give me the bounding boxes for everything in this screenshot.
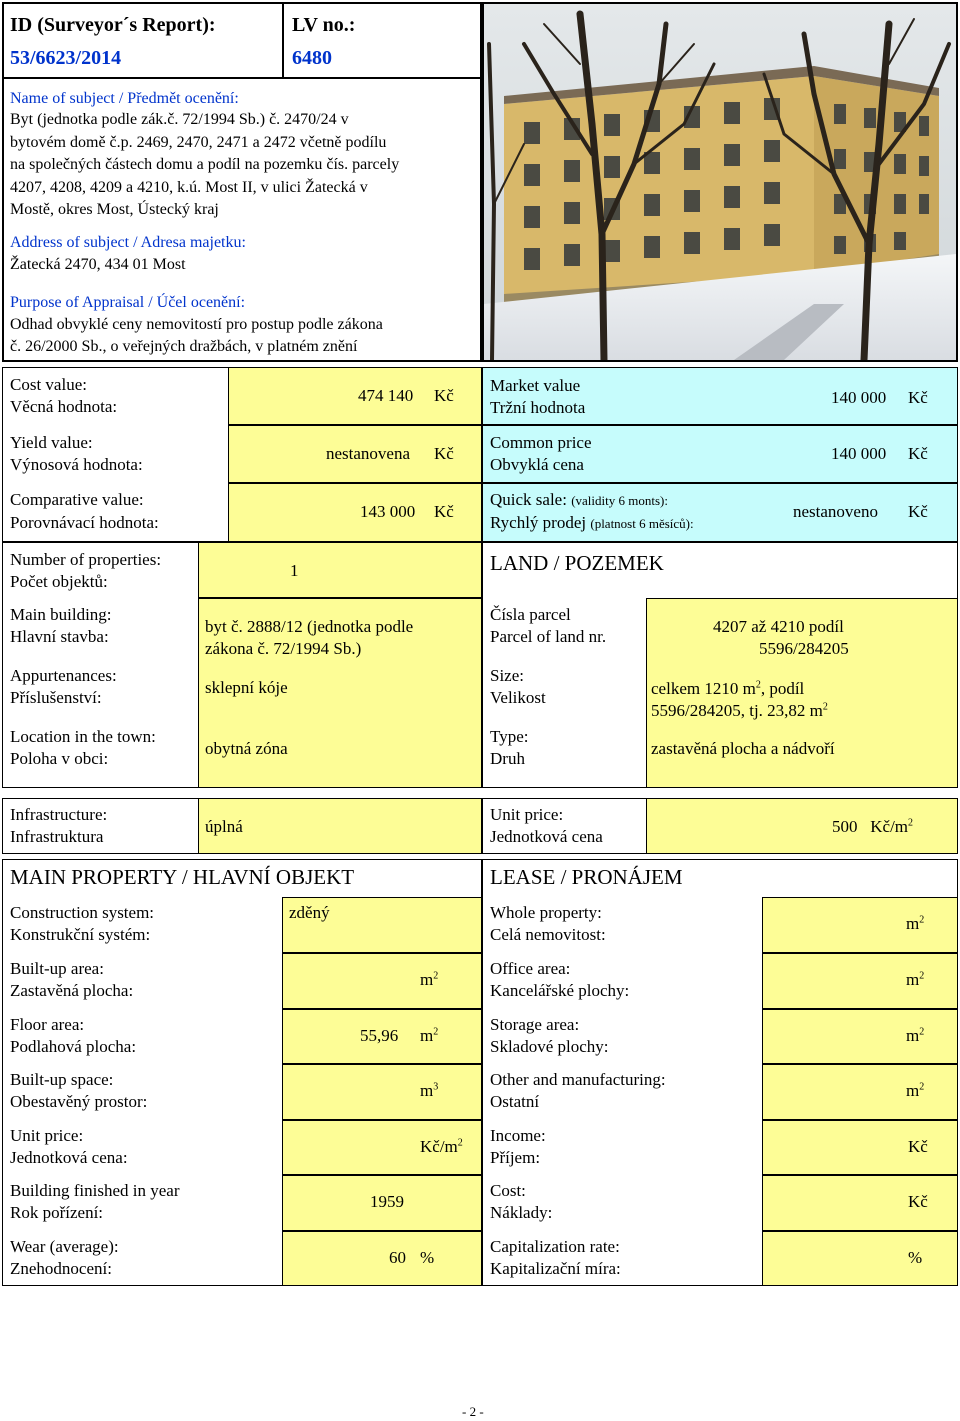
- quick-value: nestanoveno: [793, 502, 878, 521]
- floor-unit-text: m: [420, 1026, 434, 1045]
- comparative-value: 143 000: [360, 502, 416, 521]
- other-label-cz: Ostatní: [490, 1092, 540, 1111]
- office-label-en: Office area:: [490, 959, 571, 978]
- parcel-value-2: 5596/284205: [759, 639, 849, 658]
- quick-label-en-note: (validity 6 monts):: [571, 493, 668, 508]
- up-unit: [420, 1137, 463, 1157]
- yield-value: nestanovena: [326, 444, 411, 463]
- bus-label-en: Built-up space:: [10, 1070, 114, 1089]
- cap-unit: %: [908, 1248, 923, 1267]
- main-property-title: MAIN PROPERTY / HLAVNÍ OBJEKT: [10, 865, 355, 889]
- quick-label-en-text: Quick sale:: [490, 490, 567, 509]
- office-unit: [906, 970, 924, 990]
- count-label-cz: Počet objektů:: [10, 572, 108, 591]
- unit-price-number: 500: [832, 817, 858, 836]
- cap-label-en: Capitalization rate:: [490, 1237, 620, 1256]
- lease-cost-label-en: Cost:: [490, 1181, 526, 1200]
- count-cell: [198, 542, 482, 598]
- income-label-en: Income:: [490, 1126, 546, 1145]
- address-value: Žatecká 2470, 434 01 Most: [10, 256, 186, 273]
- type-label-en: Type:: [490, 727, 529, 746]
- market-label-cz: Tržní hodnota: [490, 398, 586, 417]
- cap-label-cz: Kapitalizační míra:: [490, 1259, 621, 1278]
- up-unit-sup: 2: [457, 1137, 463, 1149]
- lv-value: 6480: [292, 47, 332, 69]
- bua-unit: [420, 970, 438, 990]
- unit-price-label-cz: Jednotková cena: [490, 827, 603, 846]
- bus-cell: [282, 1064, 482, 1120]
- income-label-cz: Příjem:: [490, 1148, 541, 1167]
- cost-label-en: Cost value:: [10, 375, 87, 394]
- purpose-line-2: č. 26/2000 Sb., o veřejných dražbách, v platném znění: [10, 338, 358, 355]
- quick-unit: Kč: [908, 502, 928, 521]
- other-unit: [906, 1081, 924, 1101]
- subject-line-3: na společných částech domu a podíl na pozemku čís. parcely: [10, 156, 400, 173]
- other-cell: [762, 1064, 958, 1120]
- lv-label: LV no.:: [292, 14, 356, 36]
- quick-label-cz-note: (platnost 6 měsíců):: [590, 516, 694, 531]
- land-title: LAND / POZEMEK: [490, 551, 664, 575]
- storage-cell: [762, 1009, 958, 1064]
- appurtenances-value: sklepní kóje: [205, 678, 288, 697]
- unit-price-sup: 2: [908, 817, 914, 829]
- lease-cost-label-cz: Náklady:: [490, 1203, 553, 1222]
- year-label-cz: Rok pořízení:: [10, 1203, 104, 1222]
- bus-unit: [420, 1081, 438, 1101]
- purpose-line-1: Odhad obvyklé ceny nemovitostí pro postup podle zákona: [10, 316, 383, 333]
- wear-cell: [282, 1231, 482, 1286]
- size-label-cz: Velikost: [490, 688, 546, 707]
- subject-name-label: Name of subject / Předmět ocenění:: [10, 90, 239, 107]
- cost-cell: [762, 1175, 958, 1231]
- page-number: - 2 -: [462, 1404, 484, 1419]
- yield-label-en: Yield value:: [10, 433, 93, 452]
- subject-line-2: bytovém domě č.p. 2469, 2470, 2471 a 2472 včetně podílu: [10, 134, 387, 151]
- purpose-label: Purpose of Appraisal / Účel ocenění:: [10, 294, 246, 311]
- size-value-1a: celkem 1210 m: [651, 679, 756, 698]
- quick-label-cz: [490, 513, 694, 533]
- other-label-en: Other and manufacturing:: [490, 1070, 666, 1089]
- whole-unit-text: m: [906, 914, 920, 933]
- common-label-cz: Obvyklá cena: [490, 455, 584, 474]
- yield-label-cz: Výnosová hodnota:: [10, 455, 143, 474]
- cap-cell: [762, 1231, 958, 1286]
- id-label: ID (Surveyor´s Report):: [10, 14, 216, 36]
- type-value: zastavěná plocha a nádvoří: [651, 739, 835, 758]
- type-label-cz: Druh: [490, 749, 525, 768]
- subject-line-1: Byt (jednotka podle zák.č. 72/1994 Sb.) č. 2470/24 v: [10, 111, 349, 128]
- size-value-1: [651, 679, 804, 699]
- office-unit-text: m: [906, 970, 920, 989]
- office-unit-sup: 2: [919, 970, 925, 982]
- quick-label-en: [490, 490, 668, 510]
- cons-value: zděný: [289, 903, 330, 922]
- subject-line-4: 4207, 4208, 4209 a 4210, k.ú. Most II, v ulici Žatecká v: [10, 179, 368, 196]
- up-label-en: Unit price:: [10, 1126, 84, 1145]
- floor-value: 55,96: [360, 1026, 399, 1045]
- lease-cost-unit: Kč: [908, 1192, 928, 1211]
- address-label: Address of subject / Adresa majetku:: [10, 234, 246, 251]
- office-cell: [762, 953, 958, 1009]
- storage-unit-text: m: [906, 1026, 920, 1045]
- bua-label-cz: Zastavěná plocha:: [10, 981, 134, 1000]
- whole-unit-sup: 2: [919, 914, 925, 926]
- bus-label-cz: Obestavěný prostor:: [10, 1092, 148, 1111]
- bua-cell: [282, 953, 482, 1009]
- whole-label-cz: Celá nemovitost:: [490, 925, 606, 944]
- parcel-label-en: Parcel of land nr.: [490, 627, 607, 646]
- comparative-label-cz: Porovnávací hodnota:: [10, 513, 159, 532]
- infra-value: úplná: [205, 817, 243, 836]
- storage-label-en: Storage area:: [490, 1015, 580, 1034]
- market-value: 140 000: [831, 388, 887, 407]
- floor-label-en: Floor area:: [10, 1015, 85, 1034]
- wear-label-en: Wear (average):: [10, 1237, 119, 1256]
- whole-unit: [906, 914, 924, 934]
- storage-label-cz: Skladové plochy:: [490, 1037, 609, 1056]
- main-building-label-cz: Hlavní stavba:: [10, 627, 109, 646]
- unit-price-unit: Kč/m: [870, 817, 909, 836]
- cost-value: 474 140: [358, 386, 414, 405]
- wear-unit: %: [420, 1248, 435, 1267]
- lease-title: LEASE / PRONÁJEM: [490, 865, 683, 889]
- location-label-en: Location in the town:: [10, 727, 156, 746]
- other-unit-sup: 2: [919, 1081, 925, 1093]
- size-value-2-sup: 2: [822, 701, 828, 713]
- size-label-en: Size:: [490, 666, 524, 685]
- common-unit: Kč: [908, 444, 928, 463]
- office-label-cz: Kancelářské plochy:: [490, 981, 630, 1000]
- size-value-2: [651, 701, 828, 721]
- wear-value: 60: [389, 1248, 406, 1267]
- common-label-en: Common price: [490, 433, 592, 452]
- subject-line-5: Mostě, okres Most, Ústecký kraj: [10, 201, 219, 218]
- comparative-unit: Kč: [434, 502, 454, 521]
- market-label-en: Market value: [490, 376, 581, 395]
- building-photo-image: [484, 4, 956, 360]
- size-value-1b: , podíl: [760, 679, 805, 698]
- bua-unit-sup: 2: [433, 970, 439, 982]
- floor-unit: [420, 1026, 438, 1046]
- cost-label-cz: Věcná hodnota:: [10, 397, 118, 416]
- location-value: obytná zóna: [205, 739, 288, 758]
- floor-label-cz: Podlahová plocha:: [10, 1037, 137, 1056]
- main-building-value-2: zákona č. 72/1994 Sb.): [205, 639, 362, 658]
- bus-unit-sup: 3: [433, 1081, 439, 1093]
- wear-label-cz: Znehodnocení:: [10, 1259, 112, 1278]
- up-label-cz: Jednotková cena:: [10, 1148, 128, 1167]
- infra-label-cz: Infrastruktura: [10, 827, 104, 846]
- count-value: 1: [290, 561, 299, 580]
- market-unit: Kč: [908, 388, 928, 407]
- bus-unit-text: m: [420, 1081, 434, 1100]
- bua-unit-text: m: [420, 970, 434, 989]
- year-label-en: Building finished in year: [10, 1181, 180, 1200]
- size-value-2a: 5596/284205, tj. 23,82 m: [651, 701, 823, 720]
- id-value: 53/6623/2014: [10, 47, 122, 69]
- year-value: 1959: [370, 1192, 404, 1211]
- up-unit-text: Kč/m: [420, 1137, 458, 1156]
- cost-unit: Kč: [434, 386, 454, 405]
- size-value-1-sup: 2: [755, 679, 761, 691]
- bua-label-en: Built-up area:: [10, 959, 104, 978]
- main-building-label-en: Main building:: [10, 605, 112, 624]
- income-unit: Kč: [908, 1137, 928, 1156]
- cons-label-en: Construction system:: [10, 903, 155, 922]
- floor-unit-sup: 2: [433, 1026, 439, 1038]
- comparative-label-en: Comparative value:: [10, 490, 144, 509]
- whole-label-en: Whole property:: [490, 903, 602, 922]
- quick-label-cz-text: Rychlý prodej: [490, 513, 587, 532]
- main-building-value-1: byt č. 2888/12 (jednotka podle: [205, 617, 414, 636]
- common-value: 140 000: [831, 444, 887, 463]
- whole-cell: [762, 897, 958, 953]
- parcel-value-1: 4207 až 4210 podíl: [713, 617, 844, 636]
- unit-price-value: [832, 817, 913, 837]
- income-cell: [762, 1120, 958, 1175]
- other-unit-text: m: [906, 1081, 920, 1100]
- cons-label-cz: Konstrukční systém:: [10, 925, 151, 944]
- storage-unit-sup: 2: [919, 1026, 925, 1038]
- location-label-cz: Poloha v obci:: [10, 749, 109, 768]
- building-photo: [482, 2, 958, 362]
- unit-price-label-en: Unit price:: [490, 805, 564, 824]
- appurtenances-label-cz: Příslušenství:: [10, 688, 102, 707]
- count-label-en: Number of properties:: [10, 550, 162, 569]
- storage-unit: [906, 1026, 924, 1046]
- parcel-label-cz: Čísla parcel: [490, 605, 571, 624]
- appurtenances-label-en: Appurtenances:: [10, 666, 117, 685]
- yield-unit: Kč: [434, 444, 454, 463]
- infra-label-en: Infrastructure:: [10, 805, 108, 824]
